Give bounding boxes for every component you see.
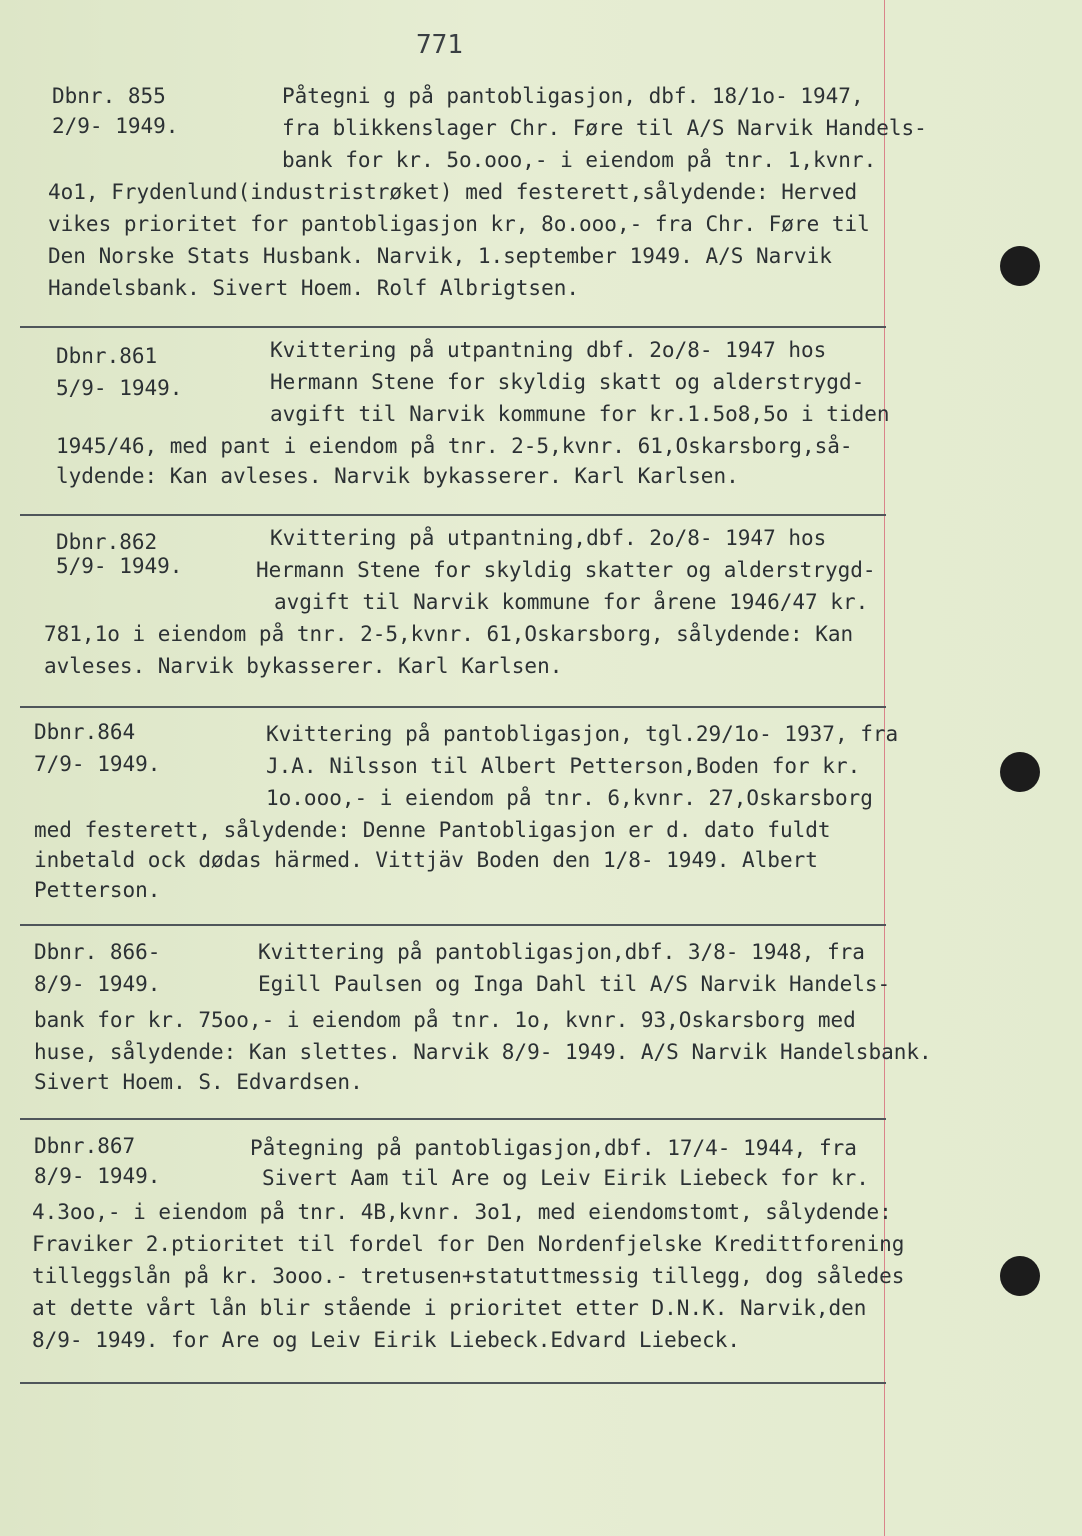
- entry-divider: [20, 706, 886, 708]
- entry-text-line: med festerett, sålydende: Denne Pantobligasjon er d. dato fuldt: [34, 818, 831, 842]
- entry-text-line: 4.3oo,- i eiendom på tnr. 4B,kvnr. 3o1, med eiendomstomt, sålydende:: [32, 1200, 892, 1224]
- entry-text-line: Sivert Aam til Are og Leiv Eirik Liebeck for kr.: [262, 1166, 869, 1190]
- entry-divider: [20, 514, 886, 516]
- entry-divider: [20, 326, 886, 328]
- entry-number: Dbnr.867: [34, 1134, 136, 1158]
- binder-hole: [1000, 752, 1040, 792]
- entry-number: Dbnr.861: [56, 344, 158, 368]
- entry-date: 8/9- 1949.: [34, 972, 161, 996]
- entry-text-line: Petterson.: [34, 878, 161, 902]
- entry-number: Dbnr. 866-: [34, 940, 161, 964]
- entry-text-line: avgift til Narvik kommune for kr.1.5o8,5o i tiden: [270, 402, 890, 426]
- entry-text-line: Påtegning på pantobligasjon,dbf. 17/4- 1944, fra: [250, 1136, 857, 1160]
- entry-text-line: Kvittering på utpantning dbf. 2o/8- 1947 hos: [270, 338, 827, 362]
- entry-number: Dbnr.864: [34, 720, 136, 744]
- entry-text-line: Hermann Stene for skyldig skatter og alderstrygd-: [256, 558, 876, 582]
- entry-text-line: Fraviker 2.ptioritet til fordel for Den Nordenfjelske Kredittforening: [32, 1232, 905, 1256]
- entry-text-line: 781,1o i eiendom på tnr. 2-5,kvnr. 61,Oskarsborg, sålydende: Kan: [44, 622, 854, 646]
- entry-date: 5/9- 1949.: [56, 554, 183, 578]
- entry-divider: [20, 1118, 886, 1120]
- entry-text-line: at dette vårt lån blir stående i prioritet etter D.N.K. Narvik,den: [32, 1296, 867, 1320]
- entry-text-line: vikes prioritet for pantobligasjon kr, 8o.ooo,- fra Chr. Føre til: [48, 212, 870, 236]
- entry-date: 8/9- 1949.: [34, 1164, 161, 1188]
- entry-divider: [20, 1382, 886, 1384]
- entry-text-line: 1945/46, med pant i eiendom på tnr. 2-5,kvnr. 61,Oskarsborg,så-: [56, 434, 853, 458]
- entry-text-line: Sivert Hoem. S. Edvardsen.: [34, 1070, 363, 1094]
- entry-text-line: Kvittering på utpantning,dbf. 2o/8- 1947 hos: [270, 526, 827, 550]
- entry-text-line: Egill Paulsen og Inga Dahl til A/S Narvik Handels-: [258, 972, 891, 996]
- entry-text-line: Handelsbank. Sivert Hoem. Rolf Albrigtsen.: [48, 276, 580, 300]
- entry-text-line: avleses. Narvik bykasserer. Karl Karlsen.: [44, 654, 563, 678]
- entry-date: 5/9- 1949.: [56, 376, 183, 400]
- page-number: 771: [416, 30, 463, 60]
- entry-text-line: Den Norske Stats Husbank. Narvik, 1.september 1949. A/S Narvik: [48, 244, 832, 268]
- entry-number: Dbnr. 855: [52, 84, 166, 108]
- entry-divider: [20, 924, 886, 926]
- entry-date: 7/9- 1949.: [34, 752, 161, 776]
- margin-rule: [884, 0, 885, 1536]
- entry-text-line: 1o.ooo,- i eiendom på tnr. 6,kvnr. 27,Oskarsborg: [266, 786, 873, 810]
- binder-hole: [1000, 246, 1040, 286]
- entry-text-line: Hermann Stene for skyldig skatt og alderstrygd-: [270, 370, 865, 394]
- entry-text-line: lydende: Kan avleses. Narvik bykasserer. Karl Karlsen.: [56, 464, 739, 488]
- binder-hole: [1000, 1256, 1040, 1296]
- entry-text-line: J.A. Nilsson til Albert Petterson,Boden for kr.: [266, 754, 861, 778]
- entry-date: 2/9- 1949.: [52, 114, 179, 138]
- entry-text-line: fra blikkenslager Chr. Føre til A/S Narvik Handels-: [282, 116, 927, 140]
- entry-text-line: 8/9- 1949. for Are og Leiv Eirik Liebeck.Edvard Liebeck.: [32, 1328, 741, 1352]
- entry-text-line: inbetald ock dødas härmed. Vittjäv Boden den 1/8- 1949. Albert: [34, 848, 818, 872]
- entry-text-line: bank for kr. 5o.ooo,- i eiendom på tnr. 1,kvnr.: [282, 148, 877, 172]
- entry-text-line: avgift til Narvik kommune for årene 1946/47 kr.: [274, 590, 869, 614]
- entry-text-line: Kvittering på pantobligasjon, tgl.29/1o- 1937, fra: [266, 722, 899, 746]
- entry-text-line: tilleggslån på kr. 3ooo.- tretusen+statuttmessig tillegg, dog således: [32, 1264, 905, 1288]
- entry-text-line: bank for kr. 75oo,- i eiendom på tnr. 1o, kvnr. 93,Oskarsborg med: [34, 1008, 856, 1032]
- entry-text-line: huse, sålydende: Kan slettes. Narvik 8/9- 1949. A/S Narvik Handelsbank.: [34, 1040, 932, 1064]
- entry-number: Dbnr.862: [56, 530, 158, 554]
- entry-text-line: 4o1, Frydenlund(industristrøket) med festerett,sålydende: Herved: [48, 180, 858, 204]
- entry-text-line: Kvittering på pantobligasjon,dbf. 3/8- 1948, fra: [258, 940, 865, 964]
- entry-text-line: Påtegni g på pantobligasjon, dbf. 18/1o- 1947,: [282, 84, 864, 108]
